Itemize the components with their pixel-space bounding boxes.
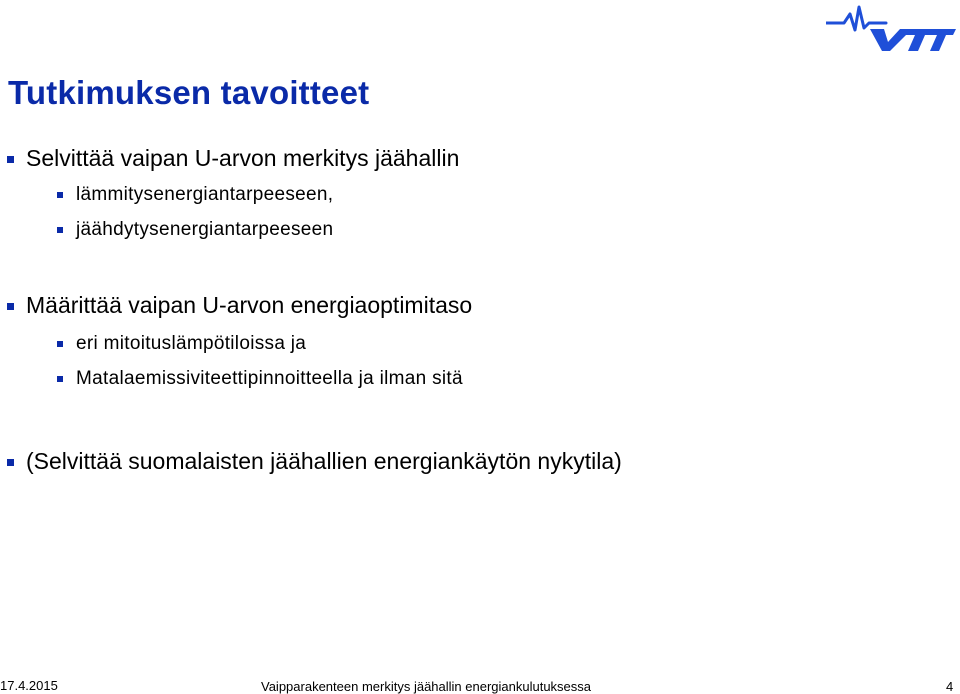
slide-title: Tutkimuksen tavoitteet	[8, 74, 370, 111]
sub-bullet-item	[76, 185, 333, 204]
sub-bullet-item	[76, 369, 463, 388]
sub-bullet-text: Matalaemissiviteettipinnoitteella ja ilman sitä	[76, 368, 463, 389]
bullet-text: Määrittää vaipan U-arvon energiaoptimitaso	[26, 292, 473, 318]
sub-bullet-text: lämmitysenergiantarpeeseen,	[76, 184, 334, 205]
sub-bullet-item	[76, 220, 333, 239]
bullet-item	[26, 147, 459, 170]
bullet-square-icon	[7, 156, 14, 163]
footer-title: Vaipparakenteen merkitys jäähallin energiankulutuksessa	[261, 679, 592, 694]
sub-bullet-item	[76, 334, 306, 353]
sub-bullet-text: eri mitoituslämpötiloissa ja	[76, 333, 307, 354]
bullet-square-icon	[7, 303, 14, 310]
bullet-square-icon	[57, 227, 63, 233]
bullet-square-icon	[57, 376, 63, 382]
footer-date: 17.4.2015	[0, 678, 58, 693]
sub-bullet-text: jäähdytysenergiantarpeeseen	[76, 219, 334, 240]
page-number: 4	[946, 679, 954, 694]
bullet-item	[26, 450, 622, 473]
bullet-item	[26, 294, 472, 317]
bullet-text: (Selvittää suomalaisten jäähallien energiankäytön nykytila)	[26, 448, 622, 474]
bullet-square-icon	[57, 192, 63, 198]
bullet-text: Selvittää vaipan U-arvon merkitys jäähallin	[26, 145, 460, 171]
bullet-square-icon	[57, 341, 63, 347]
bullet-square-icon	[7, 459, 14, 466]
